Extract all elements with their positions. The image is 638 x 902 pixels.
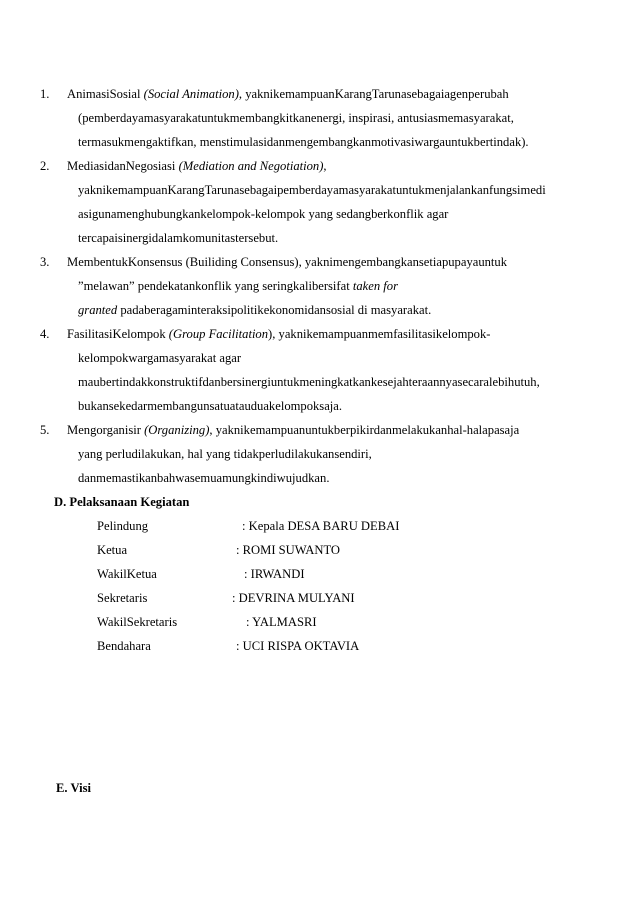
- item-4-line-1: FasilitasiKelompok (Group Facilitation), yaknikemampuanmemfasilitasikelompok-: [67, 327, 491, 341]
- item-2-line-1: MediasidanNegosiasi (Mediation and Negotiation),: [67, 159, 327, 173]
- item-5-line-3: danmemastikanbahwasemuamungkindiwujudkan.: [78, 471, 330, 485]
- org-row-wakil-sekretaris: [0, 615, 638, 635]
- item-2-line-3: asigunamenghubungkankelompok-kelompok yang sedangberkonflik agar: [78, 207, 449, 221]
- item-1-line-3: termasukmengaktifkan, menstimulasidanmengembangkanmotivasiwargauntukbertindak).: [78, 135, 529, 149]
- list-number-1: 1.: [40, 87, 50, 101]
- section-d-heading: D. Pelaksanaan Kegiatan: [54, 495, 190, 509]
- org-row-sekretaris: [0, 591, 638, 611]
- org-value: : ROMI SUWANTO: [236, 543, 341, 557]
- org-value: : UCI RISPA OKTAVIA: [236, 639, 360, 653]
- list-number-2: 2.: [40, 159, 50, 173]
- org-row-wakil-ketua: [0, 567, 638, 587]
- item-3-line-2: ”melawan” pendekatankonflik yang seringkalibersifat taken for: [78, 279, 398, 293]
- item-3-line-1: MembentukKonsensus (Builiding Consensus), yaknimengembangkansetiapupayauntuk: [67, 255, 508, 269]
- org-value: : Kepala DESA BARU DEBAI: [242, 519, 400, 533]
- org-label: Pelindung: [97, 519, 149, 533]
- org-row-pelindung: [0, 519, 638, 539]
- org-value: : YALMASRI: [246, 615, 317, 629]
- org-label: Sekretaris: [97, 591, 148, 605]
- item-4-line-3: maubertindakkonstruktifdanbersinergiuntukmeningkatkankesejahteraannyasecaralebihutuh,: [78, 375, 540, 389]
- item-4-line-2: kelompokwargamasyarakat agar: [78, 351, 242, 365]
- item-5-line-2: yang perludilakukan, hal yang tidakperludilakukansendiri,: [78, 447, 372, 461]
- org-label: Bendahara: [97, 639, 151, 653]
- org-label: WakilSekretaris: [97, 615, 178, 629]
- item-1-line-2: (pemberdayamasyarakatuntukmembangkitkanenergi, inspirasi, antusiasmemasyarakat,: [78, 111, 514, 125]
- org-row-ketua: [0, 543, 638, 563]
- list-number-3: 3.: [40, 255, 50, 269]
- item-5-line-1: Mengorganisir (Organizing), yaknikemampuanuntukberpikirdanmelakukanhal-halapasaja: [67, 423, 520, 437]
- list-number-4: 4.: [40, 327, 50, 341]
- org-row-bendahara: [0, 639, 638, 659]
- item-4-line-4: bukansekedarmembangunsatuatauduakelompoksaja.: [78, 399, 343, 413]
- org-value: : IRWANDI: [244, 567, 305, 581]
- item-3-line-3: granted padaberagaminteraksipolitikekonomidansosial di masyarakat.: [78, 303, 432, 317]
- org-value: : DEVRINA MULYANI: [232, 591, 355, 605]
- section-e-heading: E. Visi: [56, 781, 91, 795]
- org-label: Ketua: [97, 543, 128, 557]
- item-2-line-4: tercapaisinergidalamkomunitastersebut.: [78, 231, 279, 245]
- item-2-line-2: yaknikemampuanKarangTarunasebagaipemberdayamasyarakatuntukmenjalankanfungsimedi: [78, 183, 546, 197]
- list-number-5: 5.: [40, 423, 50, 437]
- org-label: WakilKetua: [97, 567, 157, 581]
- item-1-line-1: AnimasiSosial (Social Animation), yaknikemampuanKarangTarunasebagaiagenperubah: [67, 87, 509, 101]
